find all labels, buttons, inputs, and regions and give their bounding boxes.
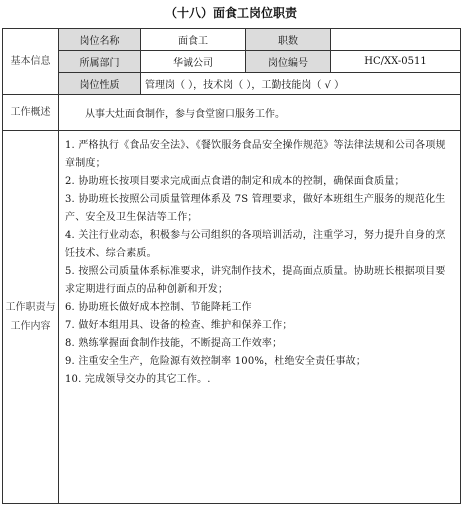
duty-item-7: 7. 做好本组用具、设备的检查、维护和保养工作； [65,320,293,331]
department-value: 华诚公司 [141,51,246,73]
duty-item-8: 8. 熟练掌握面食制作技能，不断提高工作效率； [65,338,283,349]
overview-label: 工作概述 [3,95,59,131]
duty-item-4: 4. 关注行业动态，积极参与公司组织的各项培训活动，注重学习，努力提升自身的烹饪技术、综合素质。 [65,230,446,259]
basic-info-label: 基本信息 [3,29,59,95]
position-type-value: 管理岗（ ），技术岗（ ），工勤技能岗（ √ ） [141,73,461,95]
position-code-label: 岗位编号 [246,51,331,73]
row-duties [3,131,461,504]
duty-item-5: 5. 按照公司质量体系标准要求，讲究制作技术，提高面点质量。协助班长根据项目要求定期进行面点的品种创新和开发； [65,266,446,295]
row-overview [3,95,461,131]
position-name-label: 岗位名称 [59,29,141,51]
page-title: （十八）面食工岗位职责 [164,6,297,20]
headcount-value [331,29,461,51]
duties-list [59,131,461,504]
duty-item-6: 6. 协助班长做好成本控制、节能降耗工作 [65,302,252,313]
position-type-label: 岗位性质 [59,73,141,95]
overview-text: 从事大灶面食制作，参与食堂窗口服务工作。 [59,95,461,131]
row-position-name [3,29,461,51]
duty-item-10: 10. 完成领导交办的其它工作。. [65,374,211,385]
duty-item-3: 3. 协助班长按照公司质量管理体系及 7S 管理要求，做好本班组生产服务的规范化生产、安全及卫生保洁等工作； [65,194,446,223]
row-position-type [3,73,461,95]
duty-item-2: 2. 协助班长按项目要求完成面点食谱的制定和成本的控制，确保面食质量； [65,176,405,187]
job-duty-table [2,28,461,504]
position-code-value: HC/XX-0511 [331,51,461,73]
position-name-value: 面食工 [141,29,246,51]
row-department [3,51,461,73]
department-label: 所属部门 [59,51,141,73]
duty-item-1: 1. 严格执行《食品安全法》、《餐饮服务食品安全操作规范》等法律法规和公司各项规章制度； [65,140,446,169]
headcount-label: 职数 [246,29,331,51]
duty-item-9: 9. 注重安全生产，危险源有效控制率 100%，杜绝安全责任事故； [65,356,367,367]
duties-label: 工作职责与工作内容 [3,131,59,504]
